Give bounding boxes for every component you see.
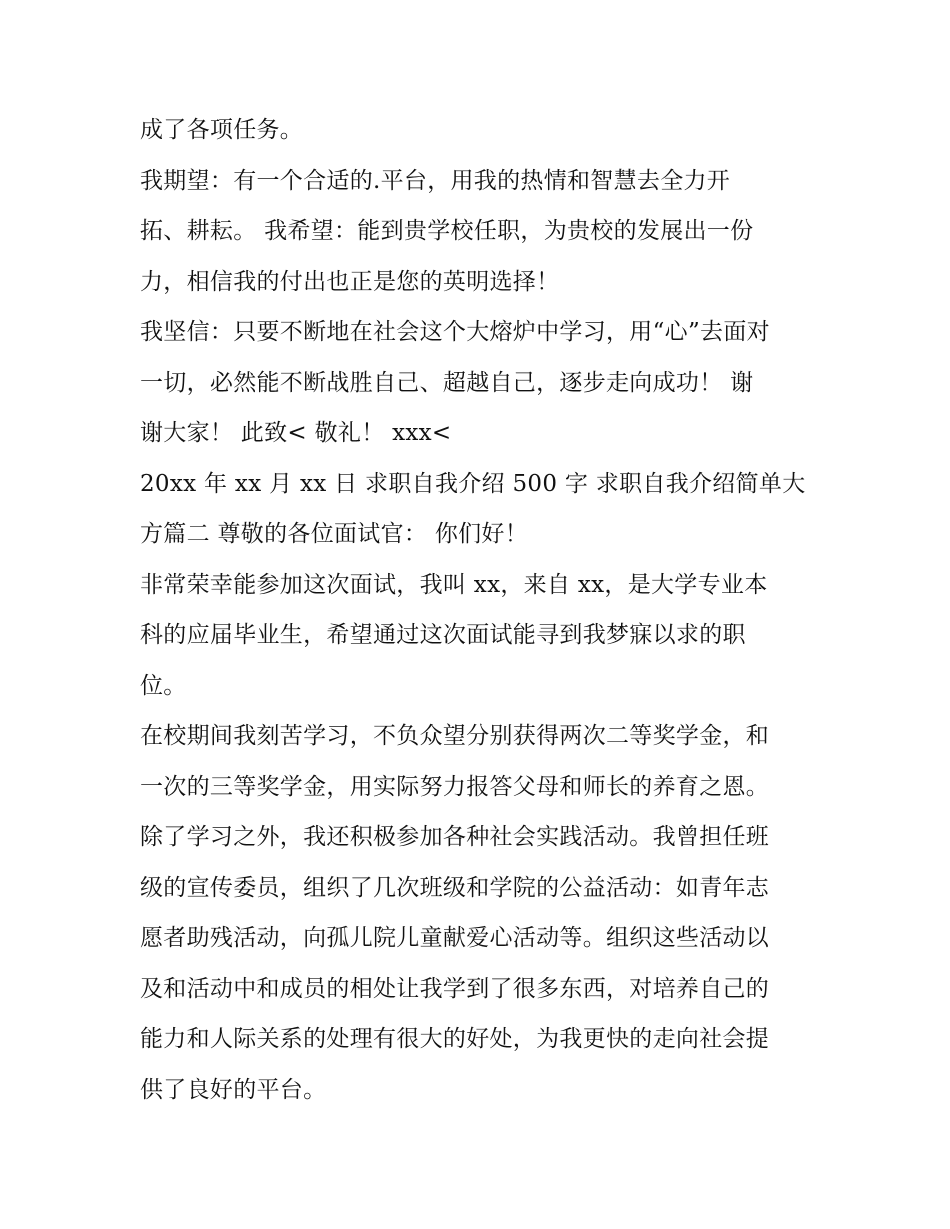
- text-line: 拓、耕耘。 我希望：能到贵学校任职，为贵校的发展出一份: [140, 218, 754, 244]
- text-line: 及和活动中和成员的相处让我学到了很多东西，对培养自己的: [140, 975, 770, 1002]
- text-line: 在校期间我刻苦学习，不负众望分别获得两次二等奖学金，和: [140, 723, 770, 749]
- text-line: 一次的三等奖学金，用实际努力报答父母和师长的养育之恩。: [140, 773, 770, 800]
- text-line: 供了良好的平台。: [140, 1076, 327, 1103]
- text-line: 一切，必然能不断战胜自己、超越自己，逐步走向成功！ 谢: [140, 369, 754, 396]
- text-line: 20xx 年 xx 月 xx 日 求职自我介绍 500 字 求职自我介绍简单大: [140, 470, 806, 497]
- text-line: 级的宣传委员，组织了几次班级和学院的公益活动：如青年志: [140, 874, 770, 901]
- text-line: 方篇二 尊敬的各位面试官： 你们好！: [140, 521, 529, 547]
- text-line: 位。: [140, 672, 187, 699]
- document-body: [140, 105, 820, 1115]
- text-line: 科的应届毕业生，希望通过这次面试能寻到我梦寐以求的职: [140, 622, 746, 648]
- text-line: 我坚信：只要不断地在社会这个大熔炉中学习，用“心”去面对: [140, 319, 770, 345]
- text-line: 谢大家！ 此致< 敬礼！ xxx<: [140, 420, 452, 446]
- text-line: 愿者助残活动，向孤儿院儿童献爱心活动等。组织这些活动以: [140, 925, 770, 951]
- text-line: 非常荣幸能参加这次面试，我叫 xx，来自 xx，是大学专业本: [140, 571, 768, 598]
- text-line: 除了学习之外，我还积极参加各种社会实践活动。我曾担任班: [140, 824, 770, 850]
- text-line: 成了各项任务。: [140, 117, 304, 143]
- text-line: 能力和人际关系的处理有很大的好处，为我更快的走向社会提: [140, 1026, 770, 1052]
- text-line: 我期望：有一个合适的.平台，用我的热情和智慧去全力开: [140, 167, 731, 194]
- text-line: 力，相信我的付出也正是您的英明选择！: [140, 268, 560, 295]
